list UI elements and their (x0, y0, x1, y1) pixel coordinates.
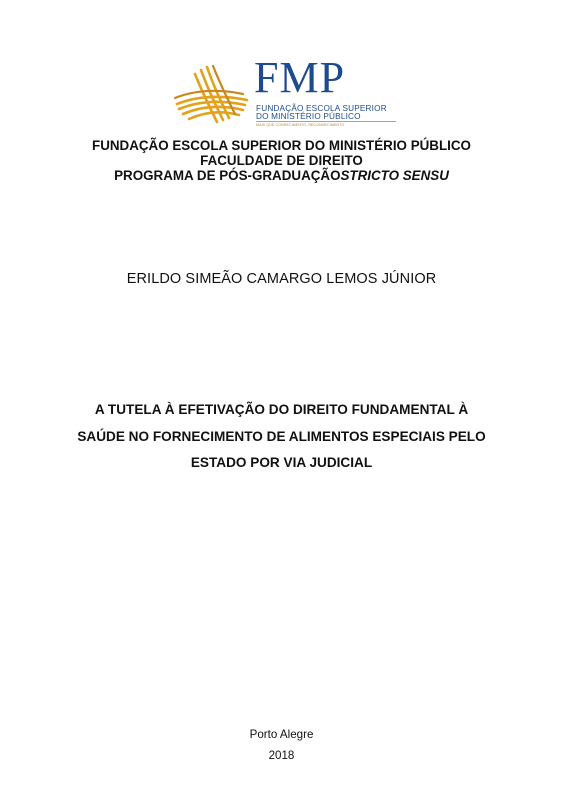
institution-name: FUNDAÇÃO ESCOLA SUPERIOR DO MINISTÉRIO PÚBLICO (92, 138, 471, 153)
logo-tagline: MAIS QUE CONHECIMENTO, RECONHECIMENTO. (256, 123, 346, 127)
document-title (60, 397, 503, 477)
program-prefix: PROGRAMA DE PÓS-GRADUAÇÃO (114, 168, 341, 183)
title-line-3: ESTADO POR VIA JUDICIAL (190, 455, 373, 470)
fmp-acronym: FMP (254, 53, 346, 102)
program-italic: STRICTO SENSU (340, 168, 449, 183)
logo-divider (256, 121, 396, 122)
program-name (0, 168, 563, 183)
fmp-emblem-icon (173, 64, 251, 124)
author-name: ERILDO SIMEÃO CAMARGO LEMOS JÚNIOR (126, 271, 437, 287)
year: 2018 (268, 749, 295, 762)
institution-header (0, 138, 563, 183)
fmp-logo (173, 53, 398, 134)
imprint-footer (0, 724, 563, 766)
faculty-name: FACULDADE DE DIREITO (200, 153, 363, 168)
title-line-2: SAÚDE NO FORNECIMENTO DE ALIMENTOS ESPECIAIS PELO (77, 428, 486, 444)
logo-line-1: FUNDAÇÃO ESCOLA SUPERIOR (256, 104, 387, 113)
city: Porto Alegre (249, 728, 314, 741)
logo-line-2: DO MINISTÉRIO PÚBLICO (256, 112, 361, 121)
title-line-1: A TUTELA À EFETIVAÇÃO DO DIREITO FUNDAMENTAL À (94, 402, 469, 417)
